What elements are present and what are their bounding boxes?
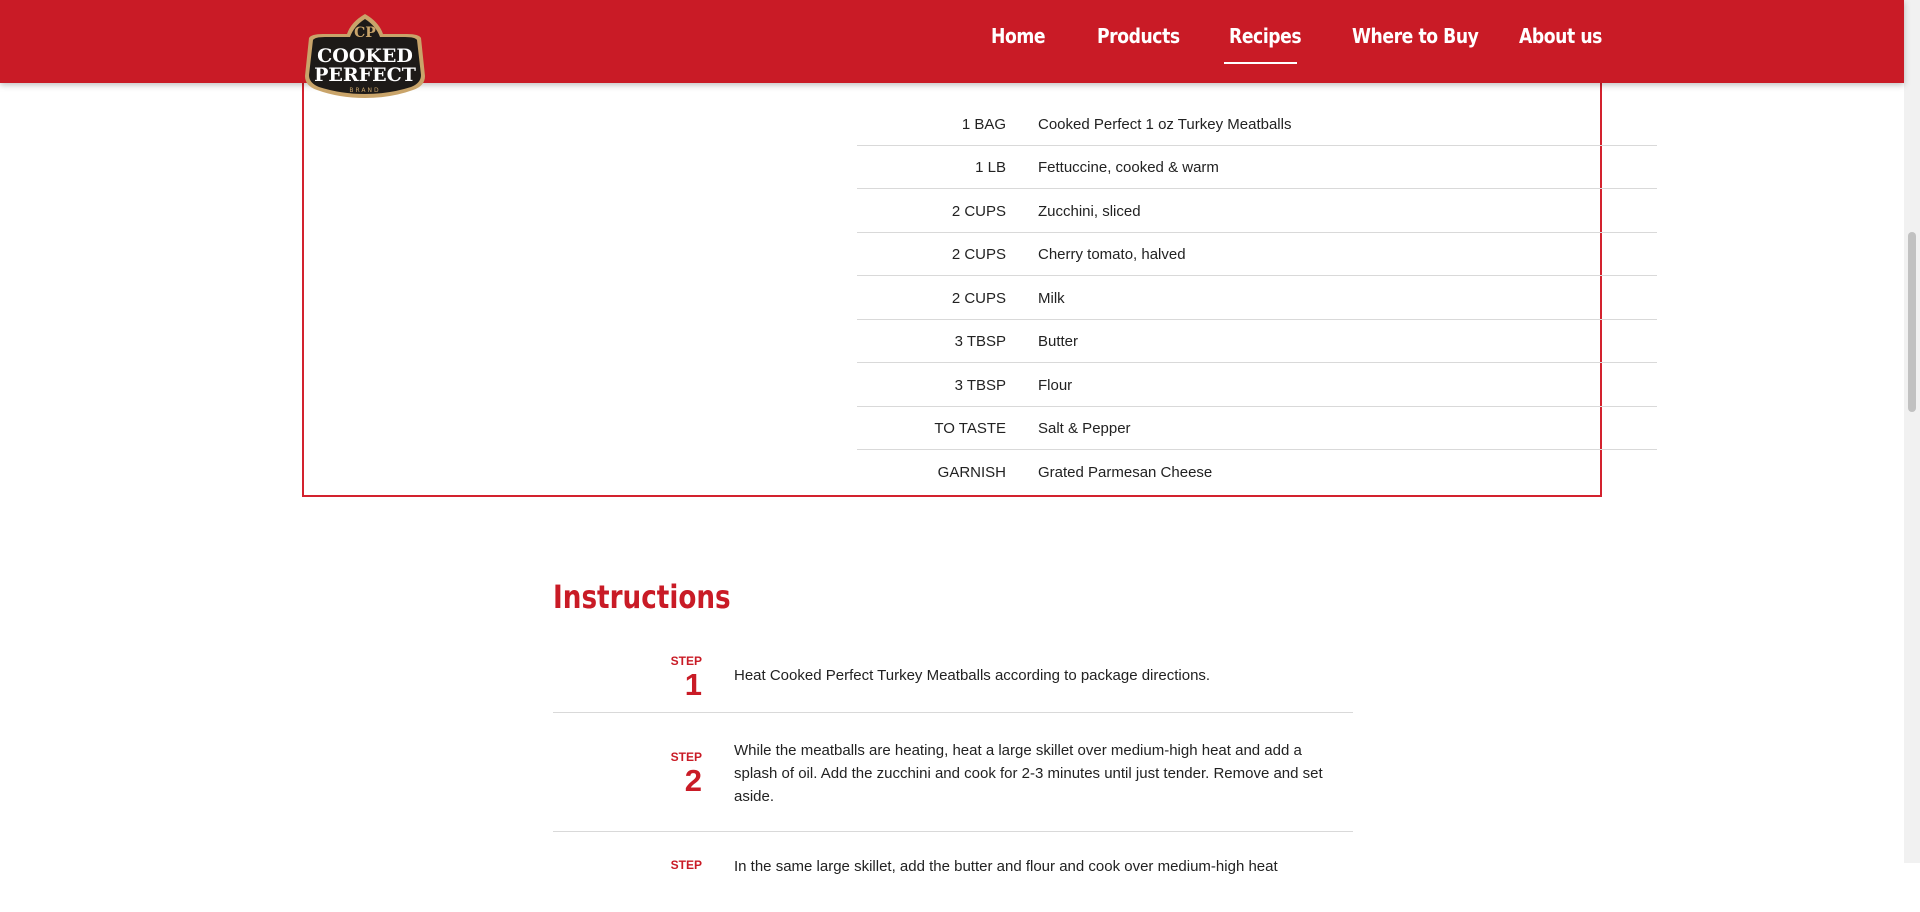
instructions-heading: Instructions bbox=[553, 578, 731, 616]
logo-badge-icon bbox=[301, 12, 429, 100]
step-row bbox=[553, 713, 1353, 832]
ingredient-qty: 3 TBSP bbox=[954, 333, 1006, 350]
ingredient-qty: 2 CUPS bbox=[951, 203, 1006, 220]
step-row bbox=[553, 832, 1353, 912]
ingredient-row bbox=[857, 190, 1657, 233]
step-label: STEP bbox=[670, 654, 702, 668]
nav-active-indicator bbox=[1224, 62, 1297, 64]
nav-products[interactable]: Products bbox=[1097, 24, 1180, 48]
nav-where-to-buy[interactable]: Where to Buy bbox=[1352, 24, 1479, 48]
cooked-perfect-logo[interactable] bbox=[301, 12, 429, 100]
ingredient-qty: 3 TBSP bbox=[954, 377, 1006, 394]
ingredient-row bbox=[857, 451, 1657, 494]
ingredient-qty: GARNISH bbox=[937, 464, 1006, 481]
nav-home[interactable]: Home bbox=[991, 24, 1046, 48]
step-label: STEP bbox=[670, 750, 702, 764]
step-number: 2 bbox=[684, 763, 702, 798]
ingredient-name: Fettuccine, cooked & warm bbox=[1038, 159, 1219, 176]
nav-recipes[interactable]: Recipes bbox=[1229, 24, 1302, 48]
svg-text:BRAND: BRAND bbox=[349, 87, 381, 94]
svg-text:PERFECT: PERFECT bbox=[314, 64, 416, 86]
ingredient-name: Zucchini, sliced bbox=[1038, 203, 1141, 220]
step-text: Heat Cooked Perfect Turkey Meatballs according to package directions. bbox=[734, 667, 1211, 684]
step-number: 1 bbox=[684, 667, 702, 702]
scrollbar-thumb[interactable] bbox=[1908, 232, 1916, 412]
ingredient-name: Cooked Perfect 1 oz Turkey Meatballs bbox=[1038, 116, 1292, 133]
step-row bbox=[553, 648, 1353, 713]
ingredient-qty: TO TASTE bbox=[934, 420, 1006, 437]
ingredient-row bbox=[857, 364, 1657, 407]
ingredient-row bbox=[857, 233, 1657, 276]
ingredient-name: Flour bbox=[1038, 377, 1073, 394]
nav-about-us[interactable]: About us bbox=[1519, 24, 1602, 48]
svg-text:CP: CP bbox=[354, 25, 376, 41]
ingredient-row bbox=[857, 103, 1657, 146]
page-scrollbar[interactable] bbox=[1904, 0, 1920, 863]
ingredient-name: Grated Parmesan Cheese bbox=[1038, 464, 1213, 481]
ingredient-row bbox=[857, 146, 1657, 189]
ingredient-row bbox=[857, 277, 1657, 320]
ingredient-qty: 1 LB bbox=[975, 159, 1006, 176]
ingredient-qty: 1 BAG bbox=[961, 116, 1006, 133]
step-label: STEP bbox=[670, 858, 702, 872]
ingredient-name: Butter bbox=[1038, 333, 1079, 350]
step-text: In the same large skillet, add the butter and flour and cook over medium-high heat bbox=[734, 858, 1278, 875]
ingredient-qty: 2 CUPS bbox=[951, 246, 1006, 263]
ingredient-row bbox=[857, 407, 1657, 450]
svg-text:COOKED: COOKED bbox=[317, 45, 413, 67]
step-text: While the meatballs are heating, heat a large skillet over medium-high heat and add a splash of oil. Add the zucchini and cook for 2-3 minutes until just tender. Remove and set aside. bbox=[734, 742, 1323, 805]
ingredient-row bbox=[857, 320, 1657, 363]
site-header bbox=[0, 0, 1904, 83]
ingredients-panel bbox=[302, 70, 1602, 497]
ingredient-name: Milk bbox=[1038, 290, 1065, 307]
ingredient-name: Salt & Pepper bbox=[1038, 420, 1131, 437]
ingredient-name: Cherry tomato, halved bbox=[1038, 246, 1186, 263]
ingredient-qty: 2 CUPS bbox=[951, 290, 1006, 307]
